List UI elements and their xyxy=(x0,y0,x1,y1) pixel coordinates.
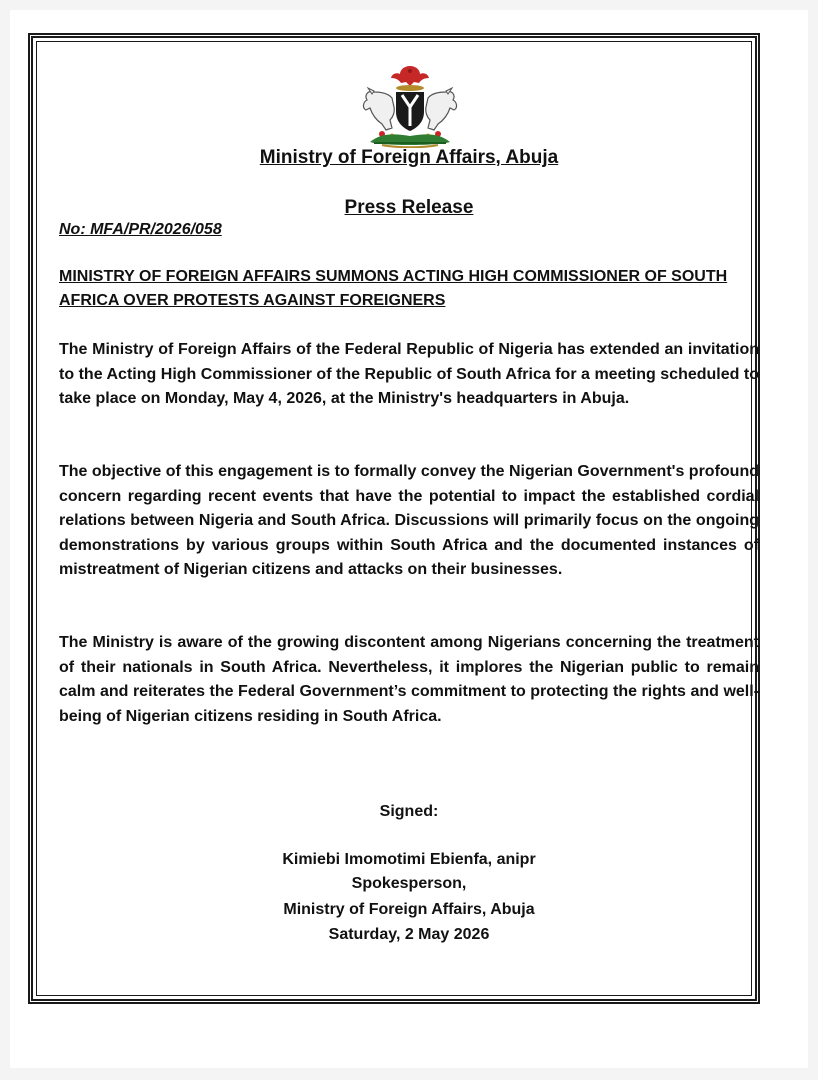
signatory-name: Kimiebi Imomotimi Ebienfa, anipr xyxy=(282,851,536,868)
body-paragraph-2: The objective of this engagement is to formally convey the Nigerian Government's profound concern regarding recent events that have the potential to impact the established cordial relations between Nigeria and South Africa. Discussions will primarily focus on the ongoing demonstrations by various groups within South Africa and the documented instances of mistreatment of Nigerian citizens and attacks on their businesses. xyxy=(59,463,759,578)
ministry-title: Ministry of Foreign Affairs, Abuja xyxy=(259,147,559,168)
reference-number: No: MFA/PR/2026/058 xyxy=(59,221,222,238)
release-date: Saturday, 2 May 2026 xyxy=(328,926,490,943)
signed-label: Signed: xyxy=(379,803,439,820)
nigeria-coat-of-arms-icon xyxy=(352,62,468,148)
signatory-office: Ministry of Foreign Affairs, Abuja xyxy=(283,901,535,918)
document-type-heading: Press Release xyxy=(344,197,474,218)
shield-icon xyxy=(396,92,424,131)
body-paragraph-1: The Ministry of Foreign Affairs of the Federal Republic of Nigeria has extended an invitation to the Acting High Commissioner of the Republic of South Africa for a meeting scheduled to take place on Monday, May 4, 2026, at the Ministry's headquarters in Abuja. xyxy=(59,341,759,407)
press-release-headline: MINISTRY OF FOREIGN AFFAIRS SUMMONS ACTING HIGH COMMISSIONER OF SOUTH AFRICA OVER PROTESTS AGAINST FOREIGNERS xyxy=(59,268,728,309)
signatory-title: Spokesperson, xyxy=(351,875,467,892)
body-paragraph-3: The Ministry is aware of the growing discontent among Nigerians concerning the treatment of their nationals in South Africa. Nevertheless, it implores the Nigerian public to remain calm and reiterates the Federal Government’s commitment to protecting the rights and well-being of Nigerian citizens residing in South Africa. xyxy=(59,634,759,725)
left-horse-icon xyxy=(363,88,394,130)
right-horse-icon xyxy=(426,88,457,130)
eagle-icon xyxy=(391,66,429,86)
